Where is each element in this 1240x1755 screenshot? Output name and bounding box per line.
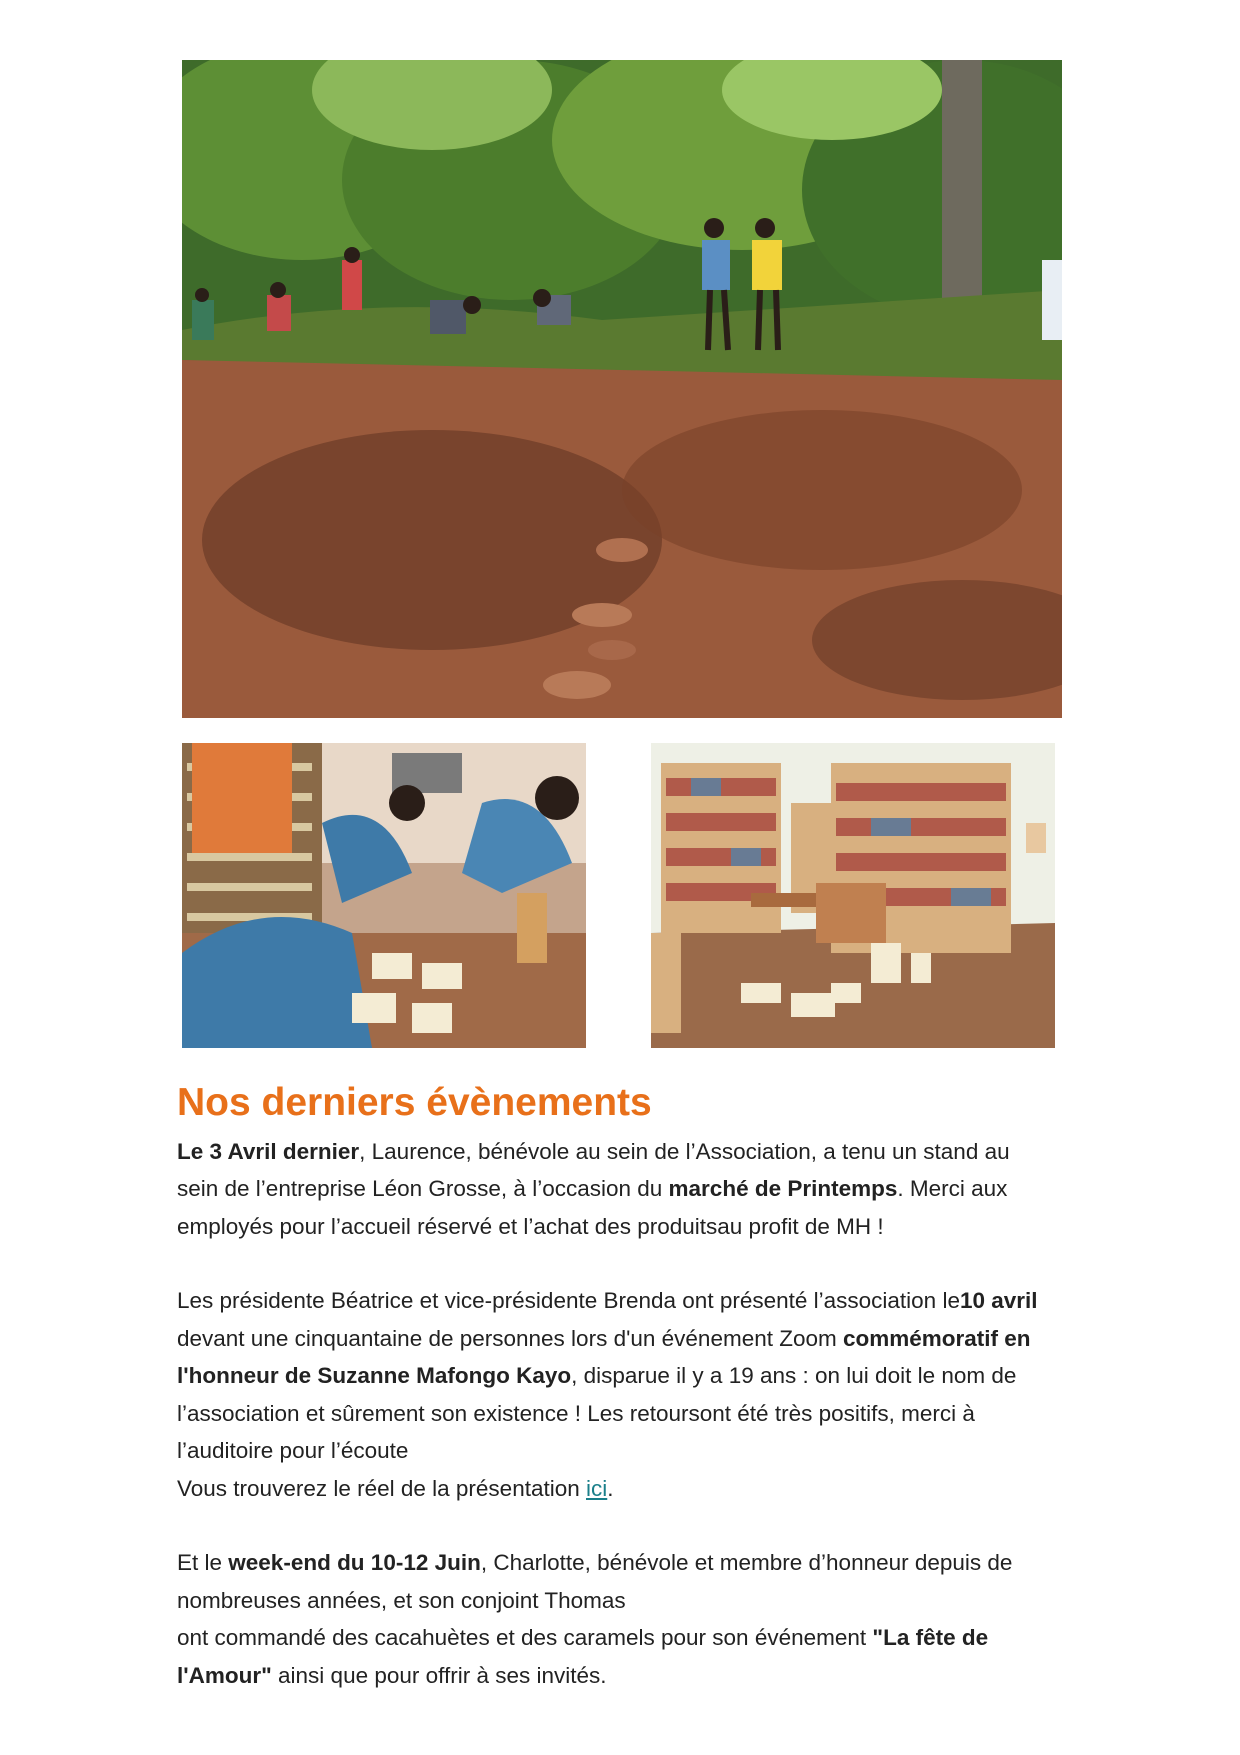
events-section (177, 1080, 1057, 1731)
paragraph-text: devant une cinquantaine de personnes lors d'un événement Zoom (177, 1325, 843, 1351)
paragraph-spring-market (177, 1133, 1057, 1246)
event-date-june-weekend: week-end du 10-12 Juin (228, 1550, 481, 1576)
paragraph-text: , Charlotte, bénévole et membre d’honneur depuis de nombreuses années, et son conjoint Thomas (177, 1550, 1013, 1613)
event-date-april-3: Le 3 Avril dernier (177, 1138, 360, 1164)
paragraph-text: Les présidente Béatrice et vice-présidente Brenda ont présenté l’association le (177, 1288, 960, 1314)
photo-children-gardening (182, 60, 1062, 718)
paragraph-text: . (607, 1475, 614, 1501)
paragraph-text: Vous trouverez le réel de la présentation (177, 1475, 586, 1501)
paragraph-text: ainsi que pour offrir à ses invités. (271, 1662, 607, 1688)
paragraph-text: , Laurence, bénévole au sein de l’Association, a tenu un stand au sein de l’entreprise Léon Grosse, à l’occasion du (177, 1138, 1010, 1202)
photo-library-room (651, 743, 1055, 1048)
paragraph-text: ont commandé des cacahuètes et des caramels pour son événement (177, 1625, 873, 1651)
paragraph-text: . Merci aux employés pour l’accueil réservé et l’achat des produitsau profit de MH ! (177, 1176, 1008, 1239)
event-name-fete-amour: "La fête de l'Amour" (177, 1625, 989, 1688)
section-title: Nos derniers évènements (177, 1081, 652, 1124)
presentation-link[interactable]: ici (586, 1475, 608, 1501)
paragraph-text: , disparue il y a 19 ans : on lui doit le nom de l’association et sûrement son existence ! Les retoursont été très positifs, merci à l’auditoire pour l’écoute (177, 1363, 1017, 1464)
photo-children-sorting-books-image (182, 743, 586, 1048)
paragraph-zoom-event (177, 1282, 1057, 1507)
event-name-commemoration: commémoratif en l'honneur de Suzanne Mafongo Kayo (177, 1325, 1031, 1389)
photo-library-room-image (651, 743, 1055, 1048)
paragraph-text: Et le (177, 1550, 229, 1576)
event-name-spring-market: marché de Printemps (668, 1176, 898, 1202)
paragraph-fete-amour (177, 1544, 1057, 1694)
event-date-april-10: 10 avril (959, 1288, 1038, 1314)
photo-children-sorting-books (182, 743, 586, 1048)
photo-children-gardening-image (182, 60, 1062, 718)
